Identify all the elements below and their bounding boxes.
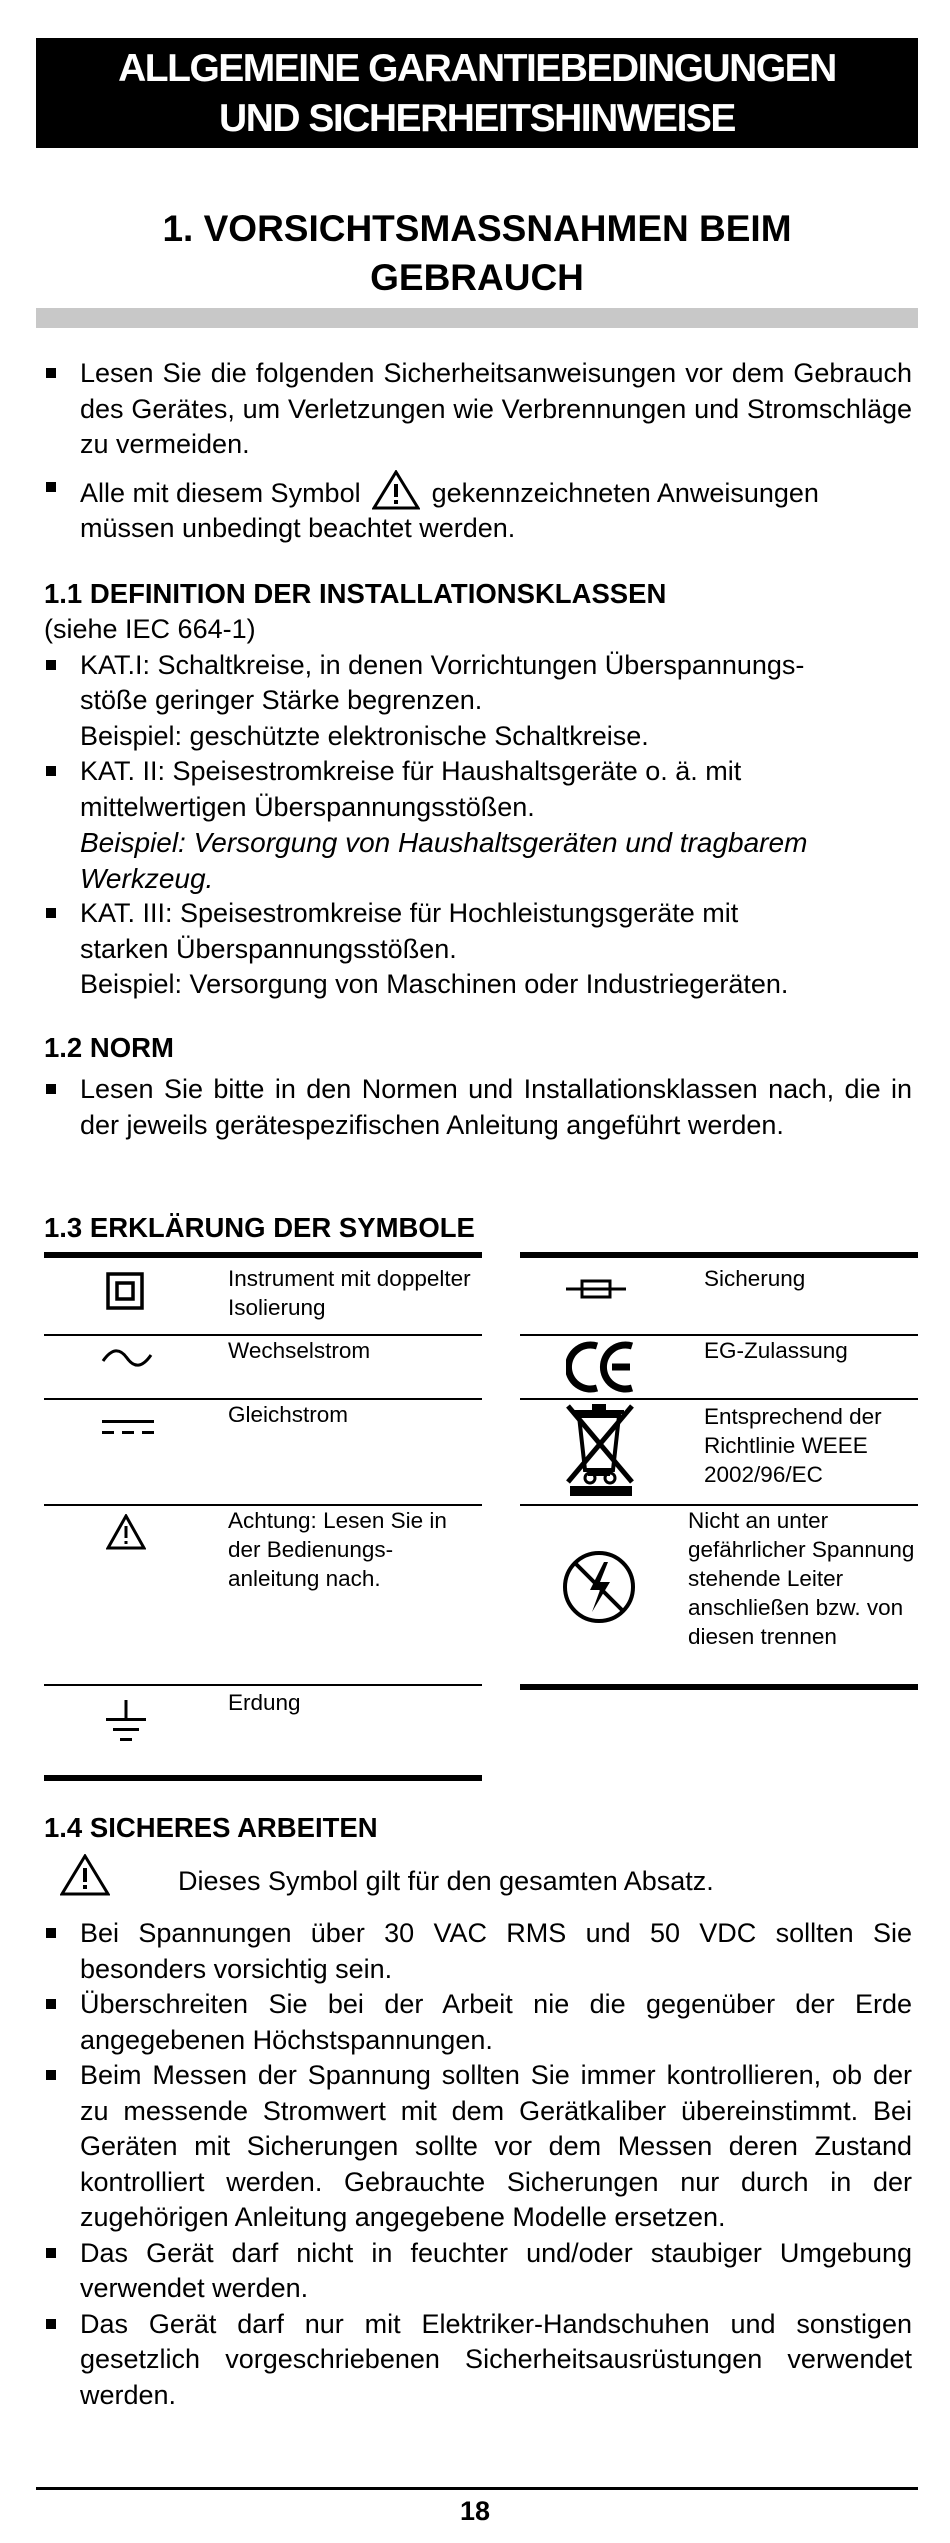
section-1-bullet-2-start: Alle mit diesem Symbol xyxy=(80,477,361,508)
section-1-4-bullet: Das Gerät darf nicht in feuchter und/oder staubiger Umgebung verwendet werden. xyxy=(80,2237,912,2303)
table-rule xyxy=(520,1252,918,1258)
table-rule xyxy=(44,1252,482,1258)
table-rule xyxy=(44,1775,482,1781)
symbol-description: Gleichstrom xyxy=(228,1402,349,1427)
section-1-2-heading: 1.2 NORM xyxy=(44,1032,174,1063)
double-insulation-icon xyxy=(106,1272,144,1310)
symbol-description: Entsprechend der Richtlinie WEEE 2002/96/EC xyxy=(704,1404,882,1487)
weee-bin-icon xyxy=(560,1400,642,1498)
list-item xyxy=(44,1072,912,1143)
table-rule xyxy=(520,1684,918,1690)
section-1-4 xyxy=(44,1810,912,1846)
section-1-3 xyxy=(44,1210,912,1246)
section-1-1-subheading: (siehe IEC 664-1) xyxy=(44,614,256,644)
section-1-2-bullet: Lesen Sie bitte in den Normen und Installationsklassen nach, die in der jeweils gerätespezifischen Anleitung angeführt werden. xyxy=(80,1074,912,1140)
section-1-body xyxy=(44,356,912,547)
header-line-2: UND SICHERHEITSHINWEISE xyxy=(219,97,735,140)
symbol-description: Wechselstrom xyxy=(228,1338,371,1363)
kat2-line-2: mittelwertigen Überspannungsstößen. xyxy=(80,791,535,822)
symbol-description: EG-Zulassung xyxy=(704,1338,848,1363)
kat3-example: Beispiel: Versorgung von Maschinen oder Industriegeräten. xyxy=(80,969,789,999)
section-1-title-line-1: 1. VORSICHTSMASSNAHMEN BEIM xyxy=(162,208,792,249)
fuse-icon xyxy=(566,1278,626,1300)
section-1-4-bullet: Bei Spannungen über 30 VAC RMS und 50 VDC sollten Sie besonders vorsichtig sein. xyxy=(80,1918,912,1984)
bullet-marker xyxy=(46,660,56,670)
bullet-marker xyxy=(46,908,56,918)
list-item xyxy=(44,1916,912,1987)
list-item xyxy=(44,2307,912,2414)
ce-mark-icon xyxy=(566,1338,638,1396)
list-item xyxy=(44,356,912,463)
warning-triangle-icon xyxy=(60,1854,110,1896)
kat1-line-2: stöße geringer Stärke begrenzen. xyxy=(80,685,483,715)
section-1-4-heading: 1.4 SICHERES ARBEITEN xyxy=(44,1812,378,1843)
kat1-example: Beispiel: geschützte elektronische Schaltkreise. xyxy=(80,720,649,751)
bullet-marker xyxy=(46,2070,56,2080)
section-1-title xyxy=(36,204,918,302)
list-item xyxy=(44,648,912,755)
ground-icon xyxy=(102,1698,150,1746)
section-1-4-bullet: Überschreiten Sie bei der Arbeit nie die gegenüber der Erde angegebenen Höchstspannungen. xyxy=(80,1989,912,2055)
list-item xyxy=(44,896,912,1003)
kat3-line-1: KAT. III: Speisestromkreise für Hochleistungsgeräte mit xyxy=(80,898,739,928)
dc-current-icon xyxy=(100,1416,156,1438)
bullet-marker xyxy=(46,1084,56,1094)
bullet-marker xyxy=(46,368,56,378)
section-divider xyxy=(36,308,918,328)
section-1-4-body xyxy=(44,1916,912,2413)
section-1-4-symbol-note: Dieses Symbol gilt für den gesamten Absatz. xyxy=(178,1866,714,1896)
bullet-marker xyxy=(46,2248,56,2258)
symbol-description: Erdung xyxy=(228,1690,301,1715)
kat3-line-2: starken Überspannungsstößen. xyxy=(80,933,457,964)
warning-triangle-icon xyxy=(372,470,420,510)
list-item xyxy=(44,1987,912,2058)
section-1-bullet-1: Lesen Sie die folgenden Sicherheitsanweisungen vor dem Gebrauch des Gerätes, um Verletzungen wie Verbrennungen und Stromschläge zu vermeiden. xyxy=(80,358,912,459)
section-1-1 xyxy=(44,576,912,1003)
list-item xyxy=(44,2236,912,2307)
list-item xyxy=(44,2058,912,2236)
footer-rule xyxy=(36,2487,918,2490)
bullet-marker xyxy=(46,766,56,776)
symbol-description: Sicherung xyxy=(704,1266,806,1291)
header-line-1: ALLGEMEINE GARANTIEBEDINGUNGEN xyxy=(118,47,836,90)
bullet-marker xyxy=(46,1928,56,1938)
list-item xyxy=(44,470,912,547)
section-1-1-heading: 1.1 DEFINITION DER INSTALLATIONSKLASSEN xyxy=(44,578,667,609)
section-1-3-heading: 1.3 ERKLÄRUNG DER SYMBOLE xyxy=(44,1212,475,1243)
symbol-description: Achtung: Lesen Sie in der Bedienungs-anleitung nach. xyxy=(228,1508,447,1591)
kat1-line-1: KAT.I: Schaltkreise, in denen Vorrichtungen Überspannungs- xyxy=(80,649,805,680)
bullet-marker xyxy=(46,482,56,492)
section-1-bullet-2-end: gekennzeichneten Anweisungen müssen unbedingt beachtet werden. xyxy=(80,477,819,543)
symbol-description: Nicht an unter gefährlicher Spannung stehende Leiter anschließen bzw. von diesen trennen xyxy=(688,1508,915,1649)
no-hazardous-voltage-icon xyxy=(560,1548,638,1626)
bullet-marker xyxy=(46,1999,56,2009)
section-1-4-bullet: Beim Messen der Spannung sollten Sie immer kontrollieren, ob der zu messende Stromwert mit dem Gerätkaliber übereinstimmt. Bei Geräten mit Sicherungen sollte vor dem Messen deren Zustand kontrolliert werden. Gebrauchte Sicherungen nur durch in der zugehörigen Anleitung angegebene Modelle ersetzen. xyxy=(80,2060,912,2232)
page-header xyxy=(36,38,918,148)
symbol-description: Instrument mit doppelter Isolierung xyxy=(228,1266,471,1320)
table-rule xyxy=(44,1684,482,1686)
ac-current-icon xyxy=(100,1345,154,1371)
section-1-title-line-2: GEBRAUCH xyxy=(370,257,584,298)
section-1-4-bullet: Das Gerät darf nur mit Elektriker-Handschuhen und sonstigen gesetzlich vorgeschriebenen Sicherheitsausrüstungen verwendet werden. xyxy=(80,2308,912,2410)
page-number: 18 xyxy=(459,2496,491,2526)
kat2-example: Beispiel: Versorgung von Haushaltsgeräten und tragbarem Werkzeug. xyxy=(80,827,808,894)
bullet-marker xyxy=(46,2319,56,2329)
section-1-2 xyxy=(44,1030,912,1143)
list-item xyxy=(44,754,912,896)
warning-triangle-icon xyxy=(106,1514,146,1550)
kat2-line-1: KAT. II: Speisestromkreise für Haushaltsgeräte o. ä. mit xyxy=(80,756,742,786)
